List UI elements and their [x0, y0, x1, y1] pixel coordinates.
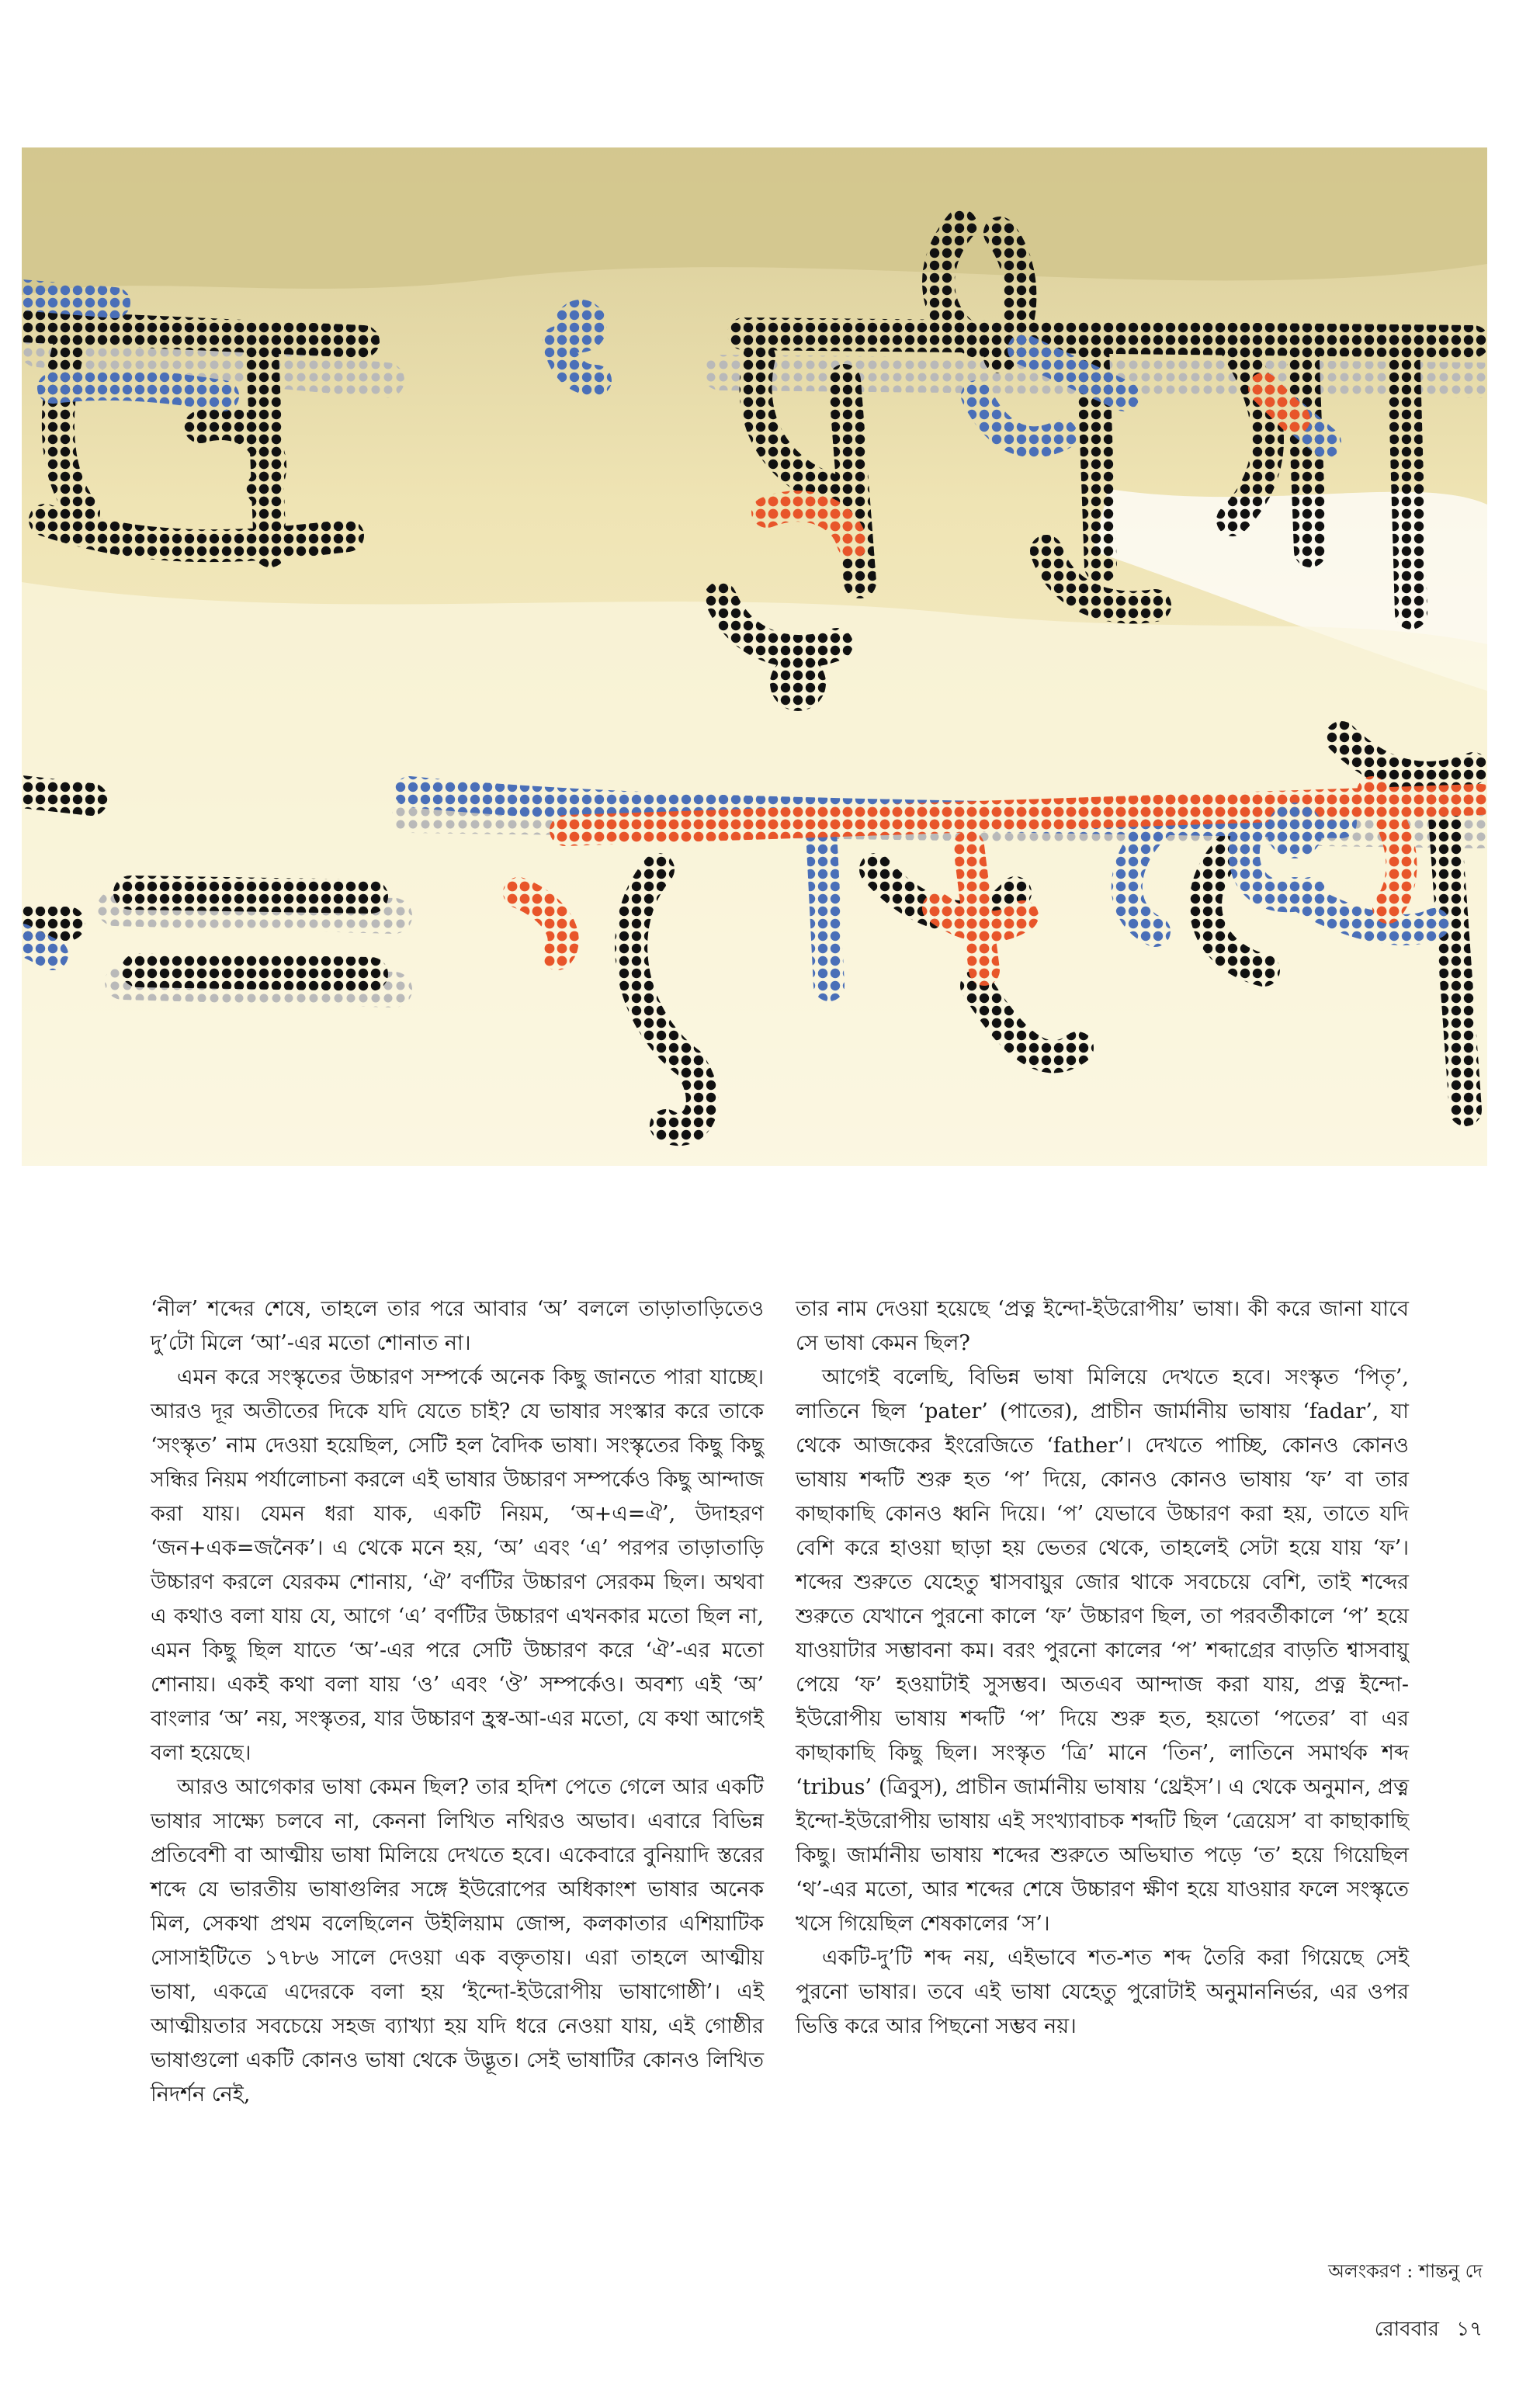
left-paragraph-1: ‘নীল’ শব্দের শেষে, তাহলে তার পরে আবার ‘অ’ বললে তাড়াতাড়িতেও দু’টো মিলে ‘আ’-এর মতো শোনাত না। — [151, 1297, 764, 1355]
page-footer — [1257, 2313, 1483, 2347]
page-number: ১৭ — [1456, 2318, 1483, 2341]
right-paragraph-1: তার নাম দেওয়া হয়েছে ‘প্রত্ন ইন্দো-ইউরোপীয়’ ভাষা। কী করে জানা যাবে সে ভাষা কেমন ছিল? — [796, 1297, 1409, 1355]
magazine-name: রোববার — [1374, 2318, 1439, 2341]
right-paragraph-3: একটি-দু’টি শব্দ নয়, এইভাবে শত-শত শব্দ তৈরি করা গিয়েছে সেই পুরনো ভাষার। তবে এই ভাষা যেহেতু পুরোটাই অনুমাননির্ভর, এর ওপর ভিত্তি করে আর পিছনো সম্ভব নয়। — [796, 1946, 1409, 2038]
right-paragraph-2: আগেই বলেছি, বিভিন্ন ভাষা মিলিয়ে দেখতে হবে। সংস্কৃত ‘পিতৃ’, লাতিনে ছিল ‘pater’ (পাতের), প্রাচীন জার্মানীয় ভাষায় ‘fadar’, যা থেকে আজকের ইংরেজিতে ‘father’। দেখতে পাচ্ছি, কোনও কোনও ভাষায় শব্দটি শুরু হত ‘প’ দিয়ে, কোনও কোনও ভাষায় ‘ফ’ বা তার কাছাকাছি কোনও ধ্বনি দিয়ে। ‘প’ যেভাবে উচ্চারণ করা হয়, তাতে যদি বেশি করে হাওয়া ছাড়া হয় ভেতর থেকে, তাহলেই সেটা হয়ে যায় ‘ফ’। শব্দের শুরুতে যেহেতু শ্বাসবায়ুর জোর থাকে সবচেয়ে বেশি, তাই শব্দের শুরুতে যেখানে পুরনো কালে ‘ফ’ উচ্চারণ ছিল, তা পরবর্তীকালে ‘প’ হয়ে যাওয়াটার সম্ভাবনা কম। বরং পুরনো কালের ‘প’ শব্দাগ্রের বাড়তি শ্বাসবায়ু পেয়ে ‘ফ’ হওয়াটাই সুসম্ভব। অতএব আন্দাজ করা যায়, প্রত্ন ইন্দো-ইউরোপীয় ভাষায় শব্দটি ‘প’ দিয়ে শুরু হত, হয়তো ‘পতের’ বা এর কাছাকাছি কিছু ছিল। সংস্কৃত ‘ত্রি’ মানে ‘তিন’, লাতিনে সমার্থক শব্দ ‘tribus’ (ত্রিবুস), প্রাচীন জার্মানীয় ভাষায় ‘থ্রেইস’। এ থেকে অনুমান, প্রত্ন ইন্দো-ইউরোপীয় ভাষায় এই সংখ্যাবাচক শব্দটি ছিল ‘ত্রেয়েস’ বা কাছাকাছি কিছু। জার্মানীয় ভাষায় শব্দের শুরুতে অভিঘাত পড়ে ‘ত’ হয়ে গিয়েছিল ‘থ’-এর মতো, আর শব্দের শেষে উচ্চারণ ক্ষীণ হয়ে যাওয়ার ফলে সংস্কৃতে খসে গিয়েছিল শেষকালের ‘স’। — [796, 1365, 1409, 1936]
illustration-credit: অলংকরণ : শান্তনু দে — [1328, 2260, 1483, 2282]
article-left-column — [151, 1292, 764, 2112]
article-right-column — [796, 1292, 1409, 2044]
header-illustration — [22, 147, 1487, 1166]
light-lower-band — [22, 582, 1487, 1166]
halftone-lettering-art — [22, 147, 1487, 1166]
left-paragraph-3: আরও আগেকার ভাষা কেমন ছিল? তার হদিশ পেতে গেলে আর একটি ভাষার সাক্ষ্যে চলবে না, কেননা লিখিত নথিরও অভাব। এবারে বিভিন্ন প্রতিবেশী বা আত্মীয় ভাষা মিলিয়ে দেখতে হবে। একেবারে বুনিয়াদি স্তরের শব্দে যে ভারতীয় ভাষাগুলির সঙ্গে ইউরোপের অধিকাংশ ভাষার অনেক মিল, সেকথা প্রথম বলেছিলেন উইলিয়াম জোন্স, কলকাতার এশিয়াটিক সোসাইটিতে ১৭৮৬ সালে দেওয়া এক বক্তৃতায়। এরা তাহলে আত্মীয় ভাষা, একত্রে এদেরকে বলা হয় ‘ইন্দো-ইউরোপীয় ভাষাগোষ্ঠী’। এই আত্মীয়তার সবচেয়ে সহজ ব্যাখ্যা হয় যদি ধরে নেওয়া যায়, এই গোষ্ঠীর ভাষাগুলো একটি কোনও ভাষা থেকে উদ্ভূত। সেই ভাষাটির কোনও লিখিত নিদর্শন নেই, — [151, 1775, 764, 2107]
left-paragraph-2: এমন করে সংস্কৃতের উচ্চারণ সম্পর্কে অনেক কিছু জানতে পারা যাচ্ছে। আরও দূর অতীতের দিকে যদি যেতে চাই? যে ভাষার সংস্কার করে তাকে ‘সংস্কৃত’ নাম দেওয়া হয়েছিল, সেটি হল বৈদিক ভাষা। সংস্কৃতের কিছু কিছু সন্ধির নিয়ম পর্যালোচনা করলে এই ভাষার উচ্চারণ সম্পর্কেও কিছু আন্দাজ করা যায়। যেমন ধরা যাক, একটি নিয়ম, ‘অ+এ=ঐ’, উদাহরণ ‘জন+এক=জনৈক’। এ থেকে মনে হয়, ‘অ’ এবং ‘এ’ পরপর তাড়াতাড়ি উচ্চারণ করলে যেরকম শোনায়, ‘ঐ’ বর্ণটির উচ্চারণ সেরকম ছিল। অথবা এ কথাও বলা যায় যে, আগে ‘এ’ বর্ণটির উচ্চারণ এখনকার মতো ছিল না, এমন কিছু ছিল যাতে ‘অ’-এর পরে সেটি উচ্চারণ করে ‘ঐ’-এর মতো শোনায়। একই কথা বলা যায় ‘ও’ এবং ‘ঔ’ সম্পর্কেও। অবশ্য এই ‘অ’ বাংলার ‘অ’ নয়, সংস্কৃতর, যার উচ্চারণ হ্রস্ব-আ-এর মতো, যে কথা আগেই বলা হয়েছে। — [151, 1365, 764, 1765]
